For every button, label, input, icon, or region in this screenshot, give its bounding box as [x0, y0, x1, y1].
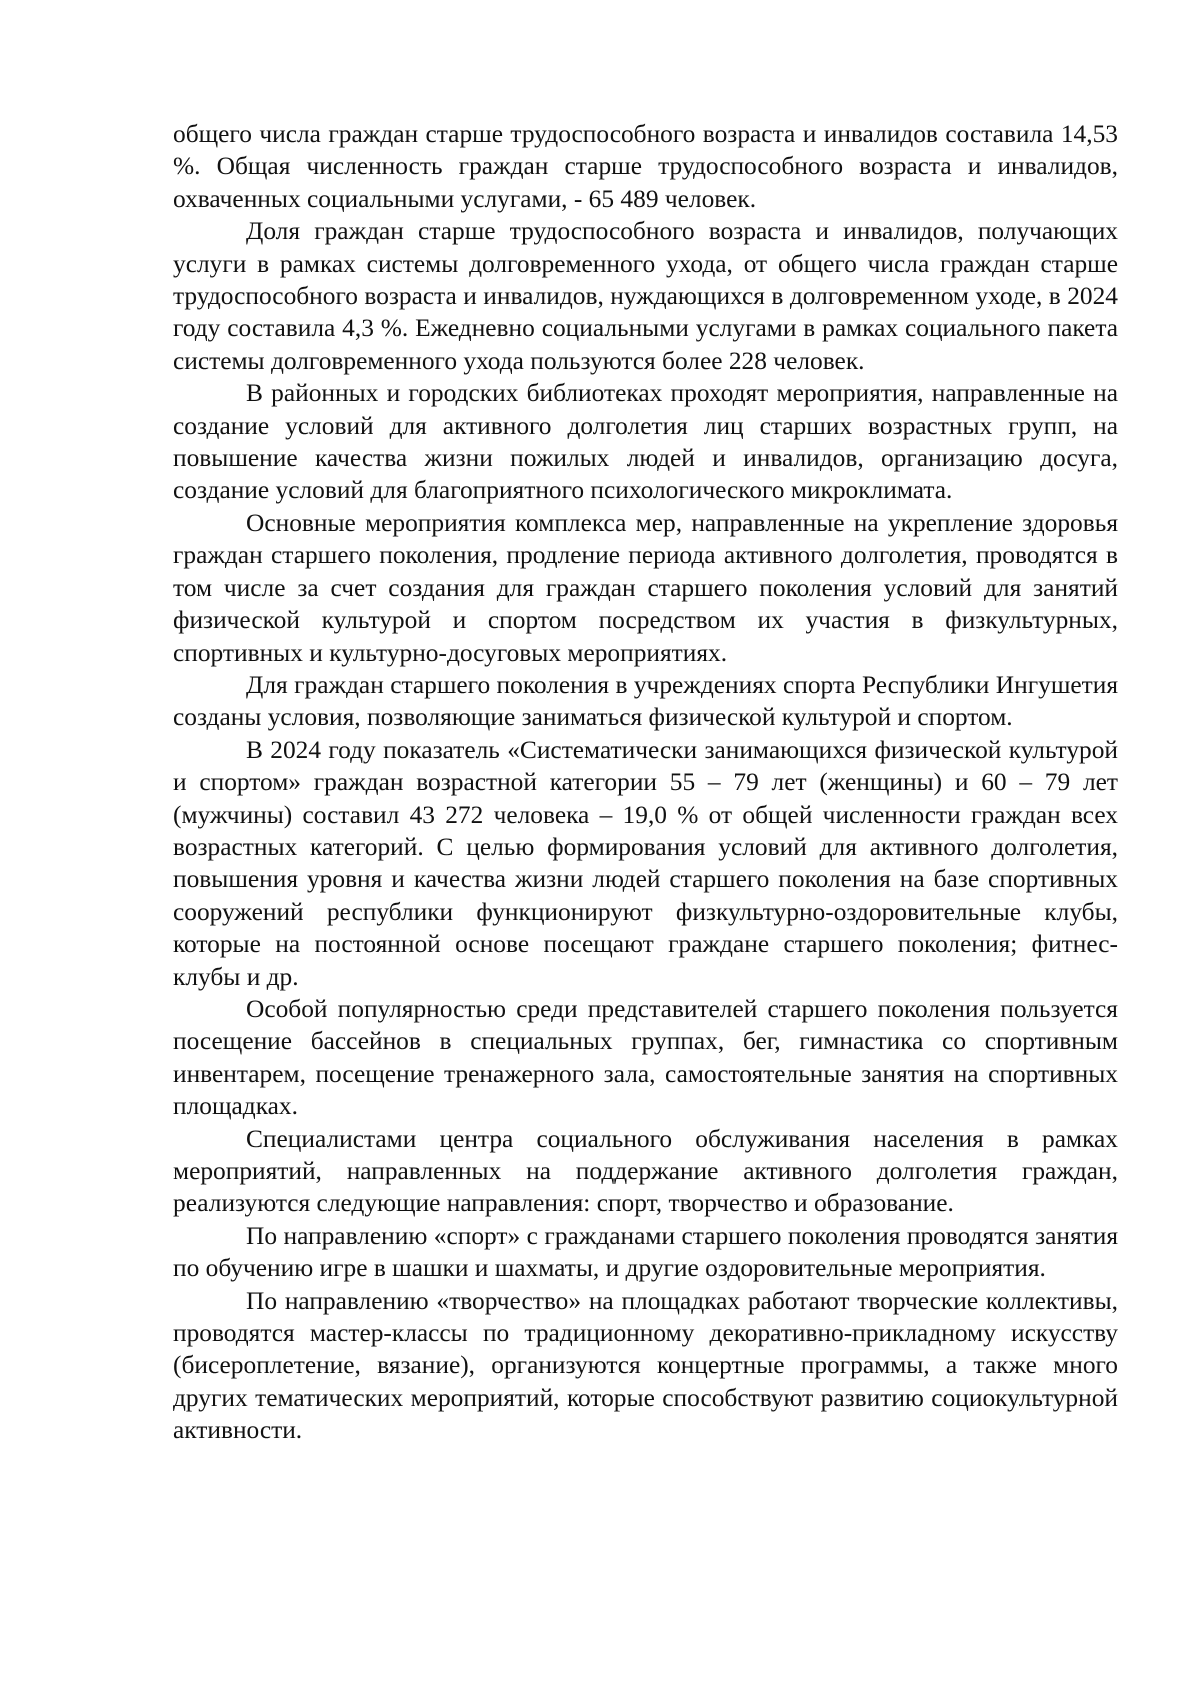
paragraph-long-term-care: Доля граждан старше трудоспособного возраста и инвалидов, получающих услуги в рамках системы долговременного ухода, от общего числа граждан старше трудоспособного возраста и инвалидов, нуждающихся в долговременном уходе, в 2024 году составила 4,3 %. Ежедневно социальными услугами в рамках социального пакета системы долговременного ухода пользуются более 228 человек. — [173, 217, 1118, 375]
paragraph-continuation: общего числа граждан старше трудоспособного возраста и инвалидов составила 14,53 %. Общая численность граждан старше трудоспособного возраста и инвалидов, охваченных социальными услугами, - 65 489 человек. — [173, 120, 1118, 213]
paragraph-popular-activities: Особой популярностью среди представителей старшего поколения пользуется посещение бассейнов в специальных группах, бег, гимнастика со спортивным инвентарем, посещение тренажерного зала, самостоятельные занятия на спортивных площадках. — [173, 994, 1118, 1121]
document-body — [173, 118, 1118, 1447]
paragraph-sport-indicator: В 2024 году показатель «Систематически занимающихся физической культурой и спортом» граждан возрастной категории 55 – 79 лет (женщины) и 60 – 79 лет (мужчины) составил 43 272 человека – 19,0 % от общей численности граждан всех возрастных категорий. С целью формирования условий для активного долголетия, повышения уровня и качества жизни людей старшего поколения на базе спортивных сооружений республики функционируют физкультурно-оздоровительные клубы, которые на постоянной основе посещают граждане старшего поколения; фитнес-клубы и др. — [173, 735, 1118, 991]
paragraph-social-center: Специалистами центра социального обслуживания населения в рамках мероприятий, направленных на поддержание активного долголетия граждан, реализуются следующие направления: спорт, творчество и образование. — [173, 1124, 1118, 1218]
paragraph-sport-institutions: Для граждан старшего поколения в учреждениях спорта Республики Ингушетия созданы условия, позволяющие заниматься физической культурой и спортом. — [173, 670, 1118, 732]
paragraph-libraries: В районных и городских библиотеках проходят мероприятия, направленные на создание условий для активного долголетия лиц старших возрастных групп, на повышение качества жизни пожилых людей и инвалидов, организацию досуга, создание условий для благоприятного психологического микроклимата. — [173, 379, 1118, 505]
paragraph-sport-direction: По направлению «спорт» с гражданами старшего поколения проводятся занятия по обучению игре в шашки и шахматы, и другие оздоровительные мероприятия. — [173, 1221, 1118, 1283]
paragraph-creativity-direction: По направлению «творчество» на площадках работают творческие коллективы, проводятся мастер-классы по традиционному декоративно-прикладному искусству (бисероплетение, вязание), организуются концертные программы, а также много других тематических мероприятий, которые способствуют развитию социокультурной активности. — [173, 1286, 1118, 1445]
paragraph-health-measures: Основные мероприятия комплекса мер, направленные на укрепление здоровья граждан старшего поколения, продление периода активного долголетия, проводятся в том числе за счет создания для граждан старшего поколения условий для занятий физической культурой и спортом посредством их участия в физкультурных, спортивных и культурно-досуговых мероприятиях. — [173, 508, 1118, 667]
